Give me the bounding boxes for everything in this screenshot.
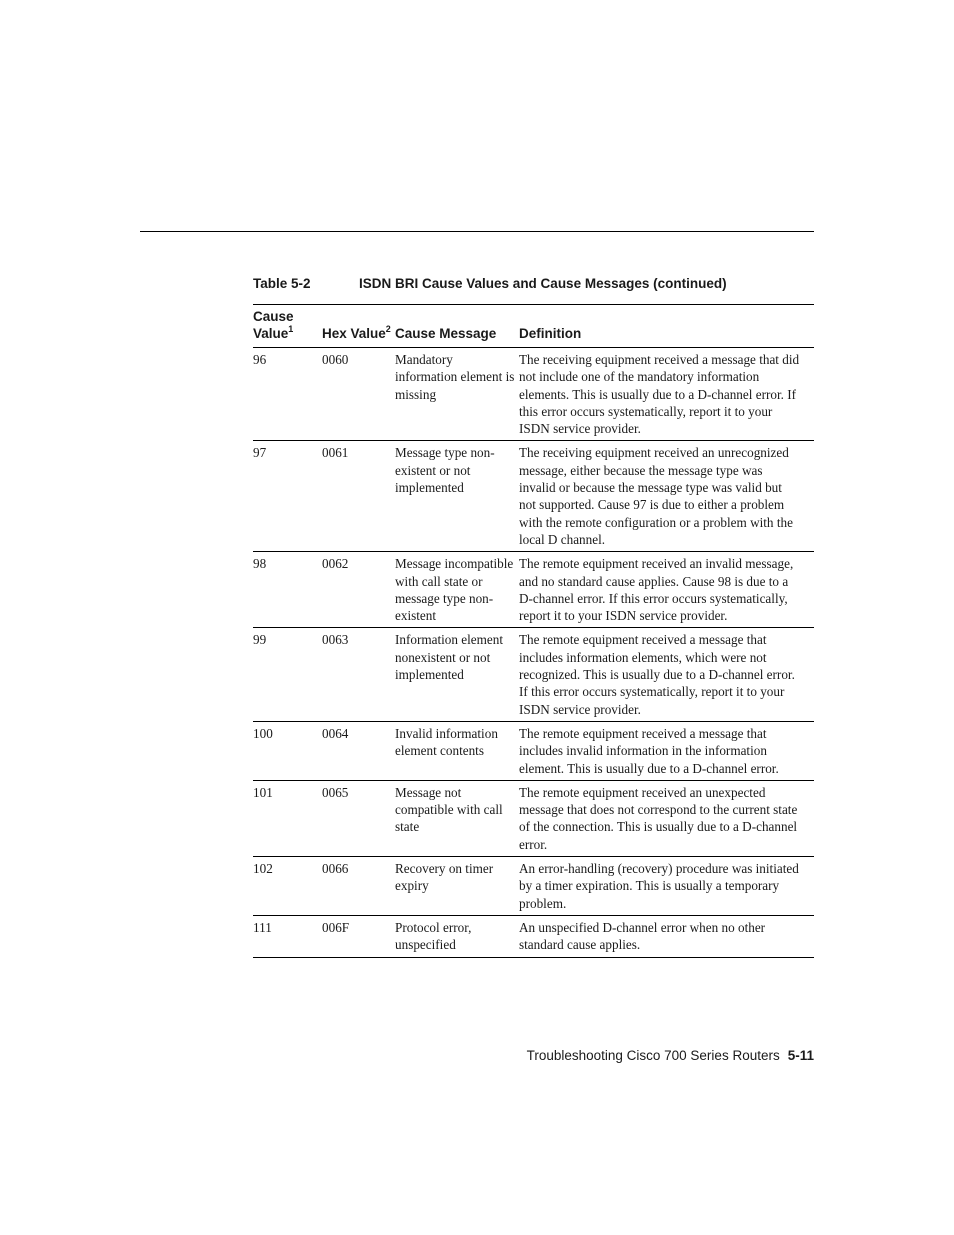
cause-value-cell: 98 <box>253 556 267 572</box>
column-header-cause-message: Cause Message <box>395 325 497 341</box>
cause-message-cell: Recovery on timer expiry <box>395 861 494 894</box>
hex-value-cell: 0063 <box>322 632 349 648</box>
table-row <box>253 915 814 957</box>
table-title: ISDN BRI Cause Values and Cause Messages (continued) <box>359 276 727 291</box>
book-title: Troubleshooting Cisco 700 Series Routers <box>526 1048 780 1063</box>
cause-value-cell: 96 <box>253 352 267 367</box>
cause-value-cell: 101 <box>253 784 273 800</box>
page-number: 5-11 <box>787 1048 814 1063</box>
table-row <box>253 552 814 628</box>
cause-value-cell: 111 <box>253 919 272 935</box>
table-row <box>253 628 814 721</box>
cause-message-cell: Mandatory information element is missing <box>395 352 515 402</box>
footnote-marker: 1 <box>288 323 294 334</box>
hex-value-cell: 0062 <box>322 556 349 572</box>
definition-cell: The remote equipment received a message that includes invalid information in the information element. This is usually due to a D-channel error. <box>519 725 779 776</box>
cause-value-cell: 102 <box>253 861 273 877</box>
cause-value-cell: 100 <box>253 725 273 741</box>
header-rule <box>140 231 814 232</box>
hex-value-cell: 006F <box>322 919 350 935</box>
cause-value-cell: 97 <box>253 445 267 461</box>
cause-values-table <box>253 304 814 958</box>
hex-value-cell: 0061 <box>322 445 349 461</box>
table-row <box>253 441 814 552</box>
table-row <box>253 857 814 916</box>
column-header-cause-value: Cause Value$^1$ <box>253 309 294 341</box>
definition-cell: The receiving equipment received a message that did not include one of the mandatory information elements. This is usually due to a D-channel error. If this error occurs systematically, report it to your ISDN service provider. <box>519 352 800 437</box>
cause-message-cell: Message incompatible with call state or message type non-existent <box>395 556 514 624</box>
definition-cell: The remote equipment received a message that includes information elements, which were not recognized. This is usually due to a D-channel error. If this error occurs systematically, report it to your ISDN service provider. <box>519 632 795 717</box>
table-row <box>253 721 814 780</box>
column-header-definition: Definition <box>519 325 582 341</box>
table-header-row <box>253 305 814 348</box>
definition-cell: The receiving equipment received an unrecognized message, either because the message type was invalid or because the message type was valid but not supported. Cause 97 is due to either a problem with the remote configuration or a problem with the local D channel. <box>519 445 793 547</box>
page-footer <box>400 1048 814 1064</box>
table-number: Table 5-2 <box>253 276 311 291</box>
cause-message-cell: Invalid information element contents <box>395 725 498 759</box>
cause-message-cell: Information element nonexistent or not implemented <box>395 632 504 683</box>
footnote-marker: 2 <box>385 323 391 334</box>
table-row <box>253 348 814 441</box>
hex-value-cell: 0065 <box>322 784 349 800</box>
cause-message-cell: Protocol error, unspecified <box>395 919 472 953</box>
hex-value-cell: 0066 <box>322 861 349 877</box>
definition-cell: The remote equipment received an invalid message, and no standard cause applies. Cause 98 is due to a D-channel error. If this error occurs systematically, report it to your ISDN service provider. <box>519 556 794 624</box>
cause-message-cell: Message not compatible with call state <box>395 784 503 835</box>
definition-cell: An error-handling (recovery) procedure was initiated by a timer expiration. This is usually a temporary problem. <box>519 861 799 911</box>
hex-value-cell: 0060 <box>322 352 349 367</box>
hex-value-cell: 0064 <box>322 725 349 741</box>
definition-cell: An unspecified D-channel error when no other standard cause applies. <box>519 919 766 953</box>
table-row <box>253 780 814 856</box>
column-header-hex-value: Hex Value$^2$ <box>322 323 391 341</box>
table-caption <box>253 276 814 292</box>
cause-value-cell: 99 <box>253 632 267 648</box>
cause-message-cell: Message type non-existent or not implemented <box>395 445 495 496</box>
definition-cell: The remote equipment received an unexpected message that does not correspond to the current state of the connection. This is usually due to a D-channel error. <box>519 784 798 852</box>
